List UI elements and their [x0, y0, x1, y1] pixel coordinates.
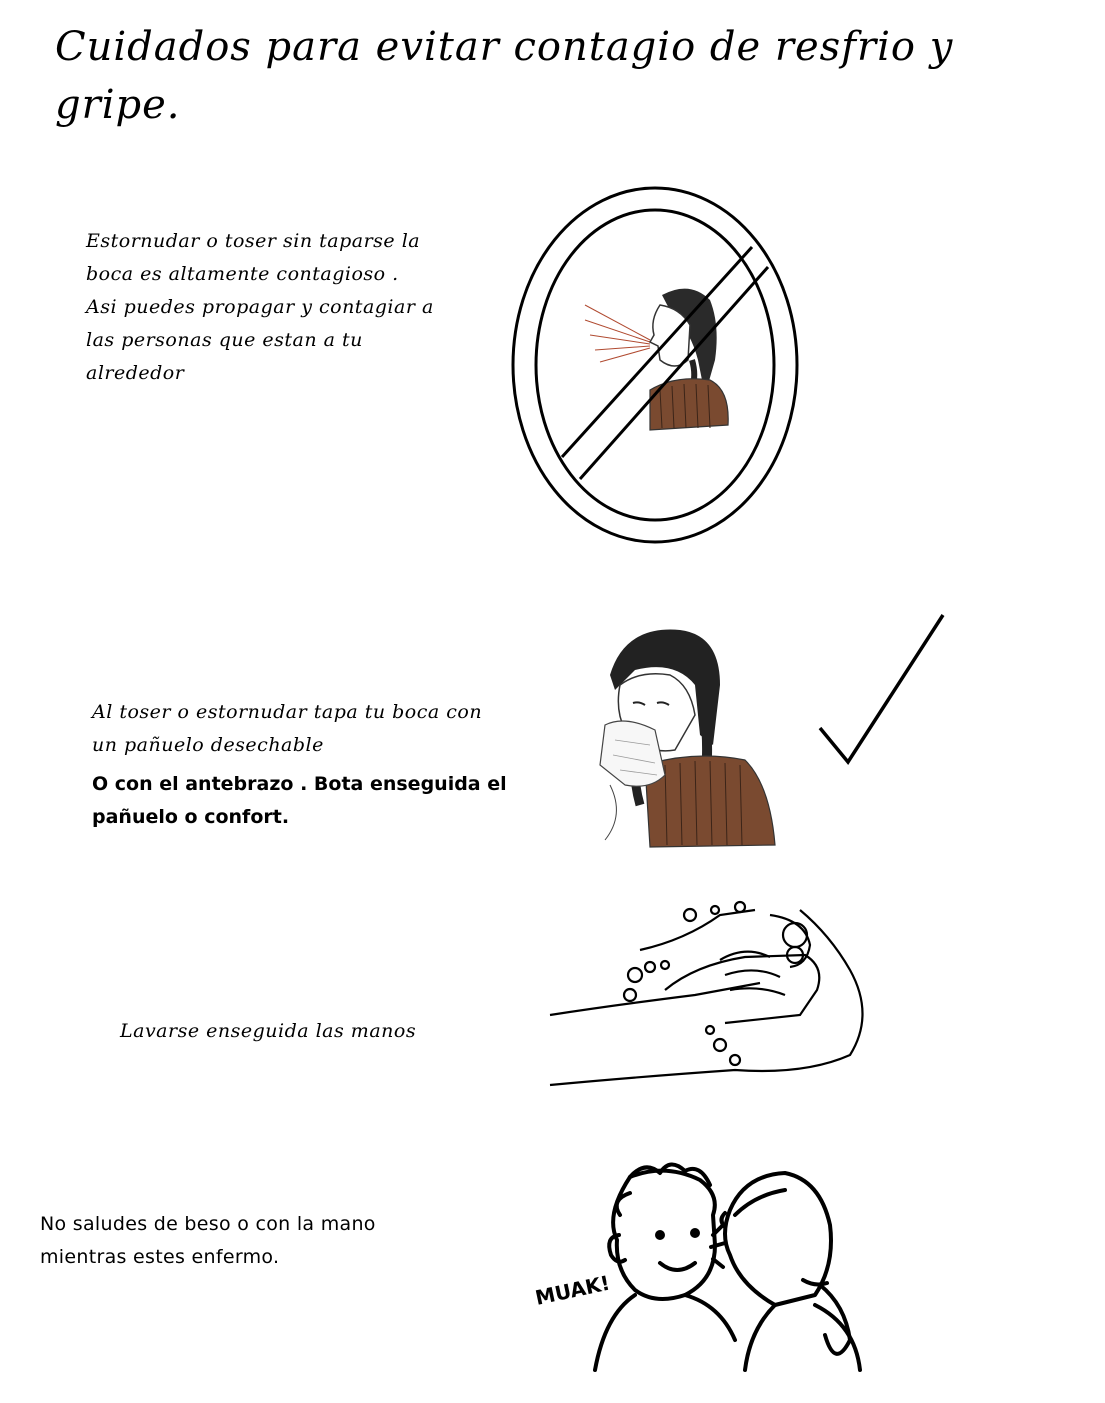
sneeze-warning-text	[86, 225, 434, 390]
text-line: Estornudar o toser sin taparse la	[86, 230, 421, 252]
text-line: un pañuelo desechable	[92, 734, 324, 756]
text-line: No saludes de beso o con la mano	[40, 1213, 376, 1235]
checkmark-icon	[815, 610, 950, 770]
girl-tissue-illustration	[595, 615, 780, 850]
text-line: mientras estes enfermo.	[40, 1246, 280, 1268]
text-line: Lavarse enseguida las manos	[120, 1020, 417, 1042]
text-line: las personas que estan a tu	[86, 329, 363, 351]
title-line-2: gripe.	[55, 82, 181, 128]
kiss-greeting-illustration	[535, 1155, 870, 1375]
page-title	[55, 18, 955, 134]
text-line: O con el antebrazo . Bota enseguida el	[92, 773, 507, 795]
text-line: boca es altamente contagioso .	[86, 263, 399, 285]
text-line: pañuelo o confort.	[92, 806, 290, 828]
tissue-advice-text	[92, 696, 507, 834]
text-line: alrededor	[86, 362, 185, 384]
wash-hands-text	[120, 1015, 416, 1048]
kiss-sound-label: MUAK!	[533, 1270, 613, 1310]
text-line: Al toser o estornudar tapa tu boca con	[92, 701, 483, 723]
title-line-1: Cuidados para evitar contagio de resfrio y	[55, 24, 954, 70]
text-line: Asi puedes propagar y contagiar a	[86, 296, 434, 318]
washing-hands-illustration	[545, 895, 875, 1090]
greeting-advice-text	[40, 1208, 376, 1274]
prohibited-sign-icon	[510, 185, 800, 545]
